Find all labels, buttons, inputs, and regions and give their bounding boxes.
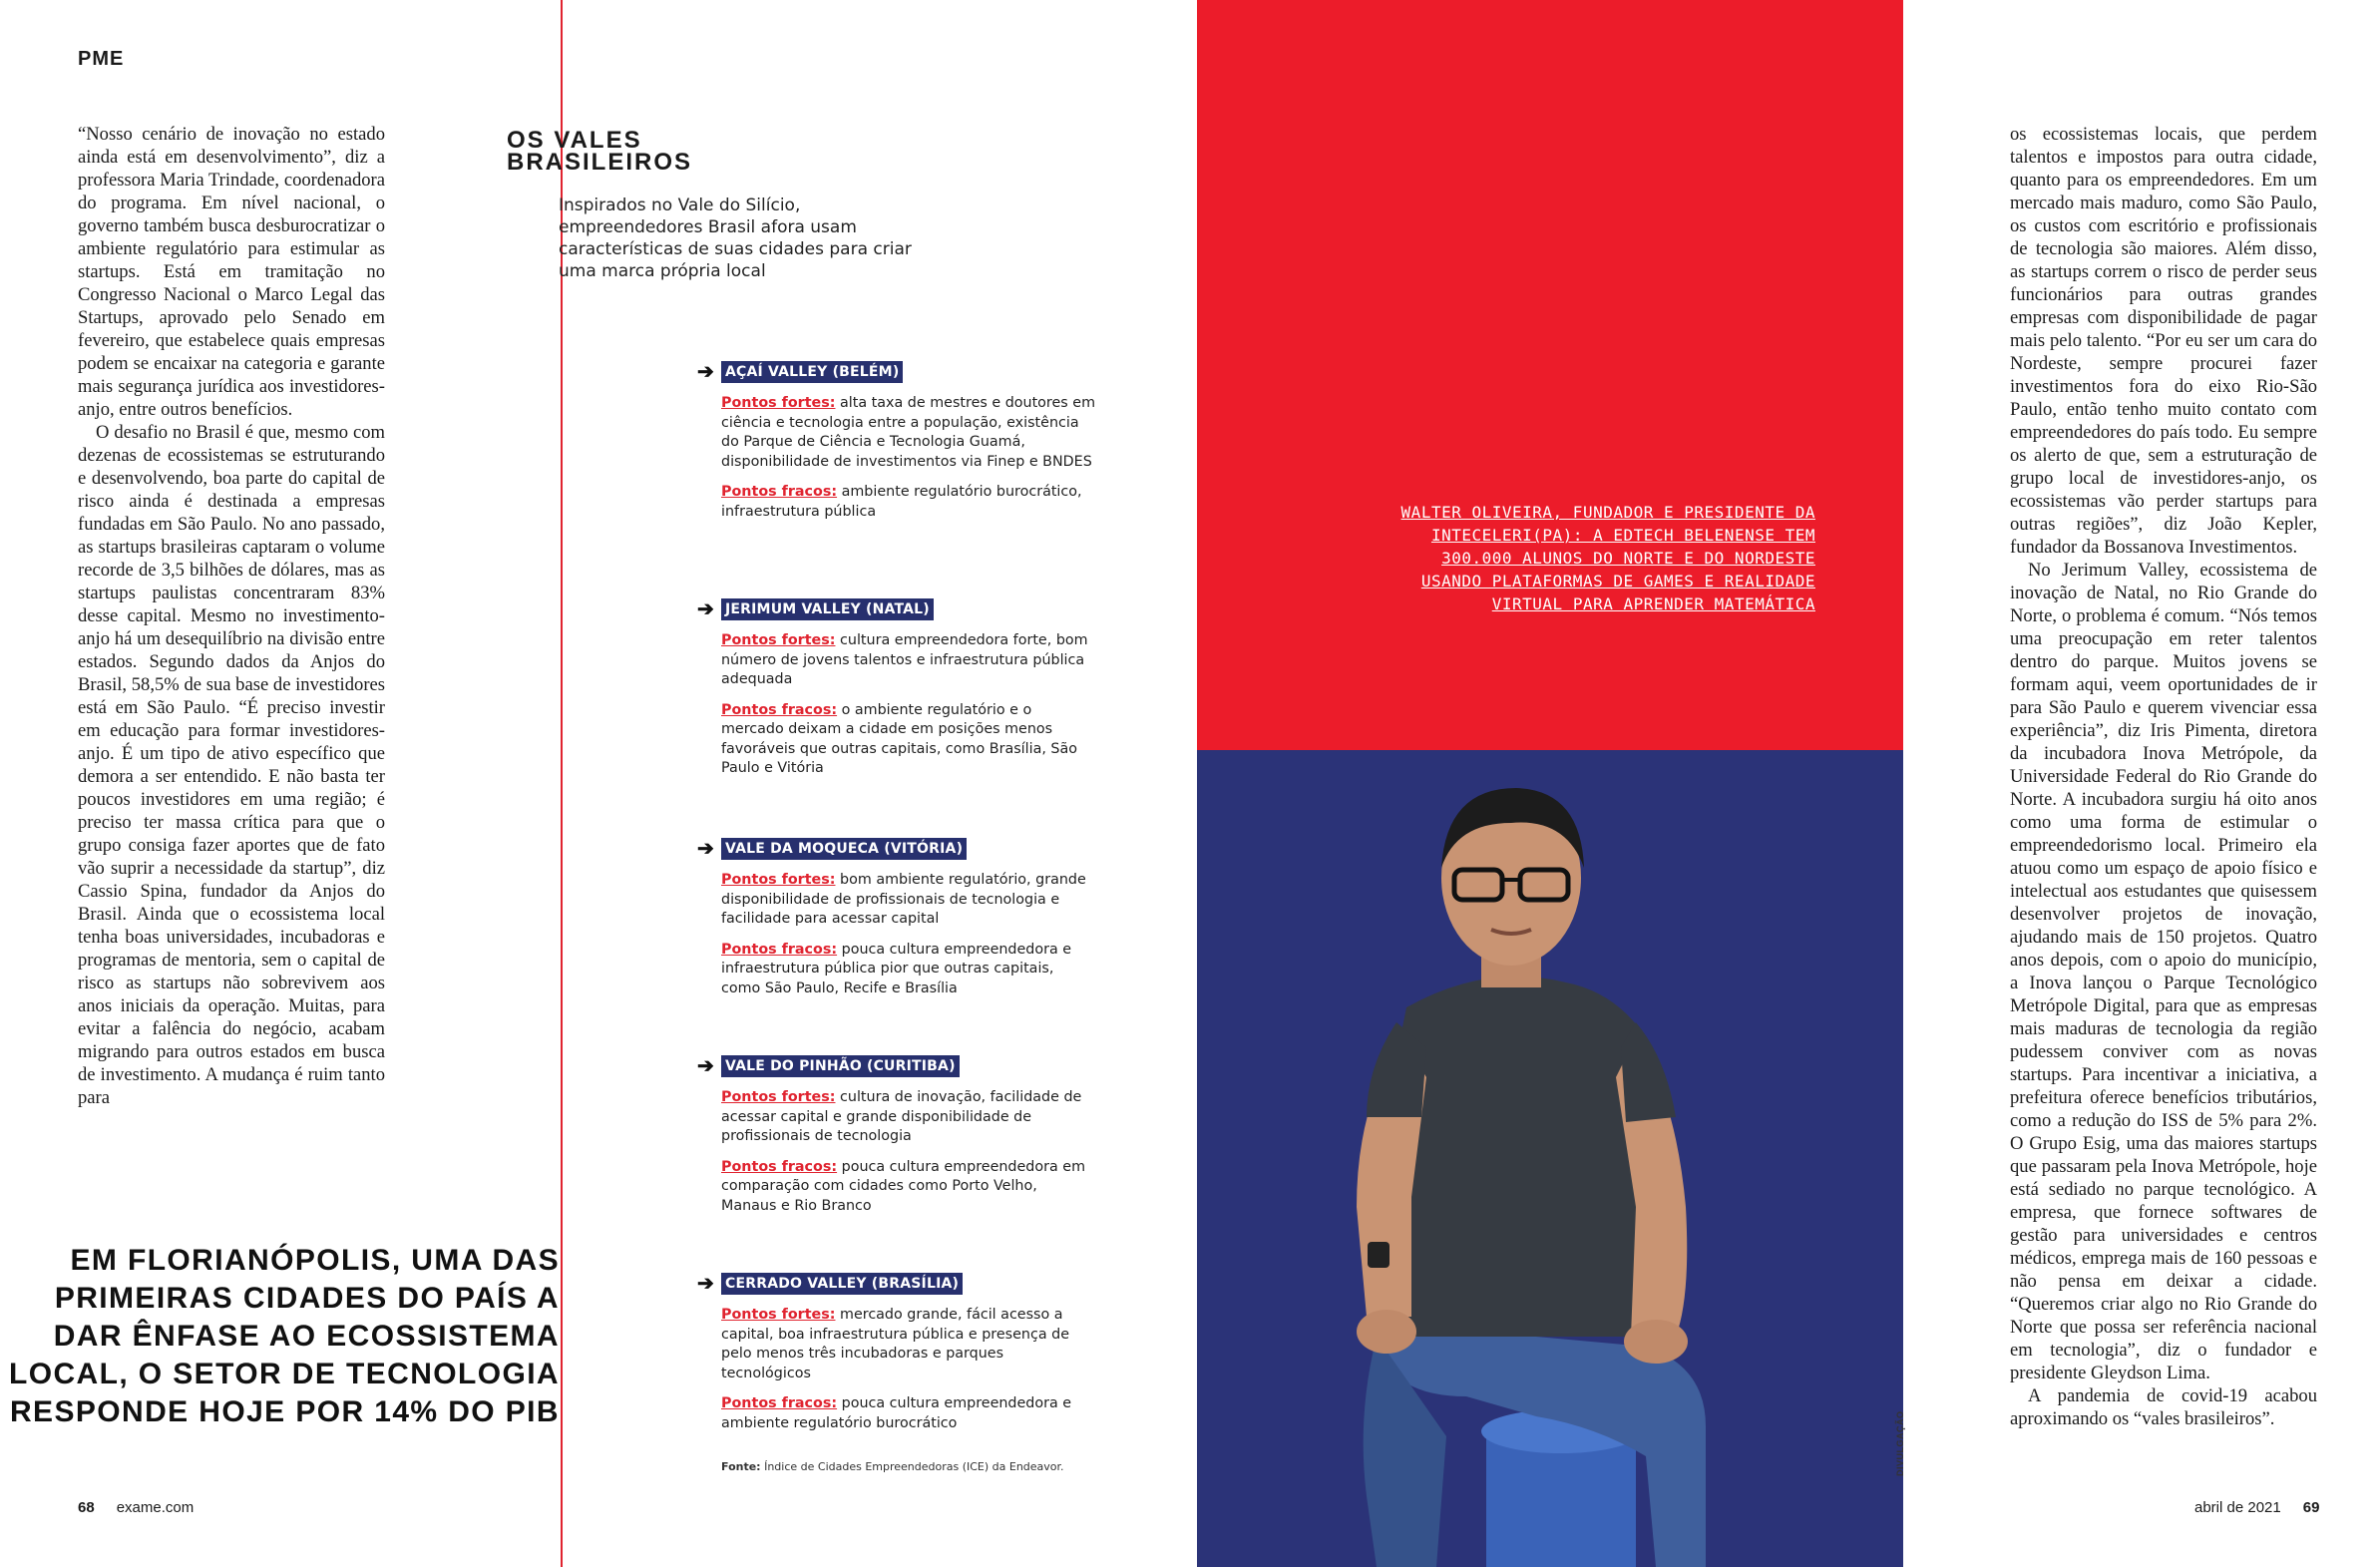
valley-label: CERRADO VALLEY (BRASÍLIA)	[721, 1273, 963, 1295]
weaknesses-text	[721, 941, 1096, 999]
sidebar-intro: Inspirados no Vale do Silício, empreendedores Brasil afora usam características de suas cidades para criar uma marca própria local	[559, 196, 912, 281]
strengths-text	[721, 871, 1096, 930]
footer-left	[78, 1499, 194, 1516]
strengths-text	[721, 1306, 1096, 1383]
weaknesses-value: pouca cultura empreendedora e ambiente regulatório burocrático	[721, 1395, 1072, 1431]
valley-label: VALE DO PINHÃO (CURITIBA)	[721, 1055, 960, 1077]
site-name: exame.com	[116, 1499, 195, 1516]
strengths-text	[721, 394, 1096, 472]
strengths-value: mercado grande, fácil acesso a capital, boa infraestrutura pública e presença de pelo menos três incubadoras e parques tecnológicos	[721, 1307, 1070, 1381]
weaknesses-key: Pontos fracos:	[721, 1395, 838, 1411]
strengths-value: alta taxa de mestres e doutores em ciência e tecnologia entre a população, existência do Parque de Ciência e Tecnologia Guamá, disponibilidade de investimentos via Finep e BNDES	[721, 395, 1096, 470]
photo-caption: WALTER OLIVEIRA, FUNDADOR E PRESIDENTE DA INTECELERI(PA): A EDTECH BELENENSE TEM 300.000 ALUNOS DO NORTE E DO NORDESTE USANDO PLATAFORMAS DE GAMES E REALIDADE VIRTUAL PARA APRENDER MATEMÁTICA	[1400, 503, 1815, 613]
weaknesses-key: Pontos fracos:	[721, 484, 838, 500]
valley-entry	[697, 596, 1096, 779]
source-key: Fonte:	[721, 1460, 761, 1473]
weaknesses-value: pouca cultura empreendedora em comparação com cidades como Porto Velho, Manaus e Rio Branco	[721, 1158, 1086, 1214]
strengths-key: Pontos fortes:	[721, 395, 836, 411]
arrow-right-icon: ➔	[697, 1055, 714, 1077]
valley-entry	[697, 836, 1096, 998]
right-text-column	[2010, 123, 2317, 1430]
strengths-key: Pontos fortes:	[721, 1089, 836, 1105]
portrait-photo	[1237, 778, 1875, 1567]
arrow-right-icon: ➔	[697, 598, 714, 620]
weaknesses-value: ambiente regulatório burocrático, infraestrutura pública	[721, 484, 1082, 520]
issue-date: abril de 2021	[2194, 1499, 2281, 1516]
strengths-key: Pontos fortes:	[721, 872, 836, 888]
left-paragraph: “Nosso cenário de inovação no estado ainda está em desenvolvimento”, diz a professora Maria Trindade, coordenadora do programa. Em nível nacional, o governo também busca desburocratizar o ambiente regulatório para estimular as startups. Está em tramitação no Congresso Nacional o Marco Legal das Startups, aprovado pelo Senado em fevereiro, que estabelece quais empresas podem se encaixar na categoria e garante mais segurança jurídica aos investidores-anjo, entre outros benefícios.	[78, 124, 385, 420]
weaknesses-key: Pontos fracos:	[721, 701, 838, 718]
strengths-value: cultura de inovação, facilidade de acessar capital e grande disponibilidade de profissionais de tecnologia	[721, 1089, 1082, 1144]
right-paragraph: A pandemia de covid-19 acabou aproximando os “vales brasileiros”.	[2010, 1385, 2317, 1429]
right-paragraph: os ecossistemas locais, que perdem talentos e impostos para outra cidade, quanto para os empreendedores. Em um mercado mais maduro, como São Paulo, os custos com escritório e profissionais de tecnologia são maiores. Além disso, as startups correm o risco de perder seus funcionários para outras grandes empresas com disponibilidade de pagar mais pelo talento. “Por eu ser um cara do Nordeste, sempre procurei fazer investimentos fora do eixo Rio-São Paulo, então tenho muito contato com empreendedores do país todo. Eu sempre os alerto de que, sem a estruturação de grupo local de investidores-anjo, os ecossistemas vão perder startups para outras regiões”, diz João Kepler, fundador da Bossanova Investimentos.	[2010, 124, 2317, 558]
strengths-text	[721, 1088, 1096, 1147]
strengths-text	[721, 631, 1096, 690]
valley-entry	[697, 359, 1096, 522]
strengths-key: Pontos fortes:	[721, 1307, 836, 1323]
arrow-right-icon: ➔	[697, 838, 714, 860]
footer-right	[2194, 1499, 2319, 1516]
sidebar-title	[507, 127, 693, 176]
photo-credit: DIVULGAÇÃO	[1895, 1410, 1905, 1476]
left-paragraph: O desafio no Brasil é que, mesmo com dezenas de ecossistemas se estruturando e desenvolvendo, boa parte do capital de risco ainda é destinada a empresas fundadas em São Paulo. No ano passado, as startups brasileiras captaram o volume recorde de 3,5 bilhões de dólares, mas as startups paulistas concentraram 83% desse capital. Mesmo no investimento-anjo há um desequilíbrio na divisão entre estados. Segundo dados da Anjos do Brasil, 58,5% de sua base de investidores está em São Paulo. “É preciso investir em educação para formar investidores-anjo. É um tipo de ativo específico que demora a ser entendido. E não basta ter poucos investidores em uma região; é preciso ter massa crítica para que o grupo consiga fazer aportes que de fato vão suprir a necessidade da startup”, diz Cassio Spina, fundador da Anjos do Brasil. Ainda que o ecossistema local tenha boas universidades, incubadoras e programas de mentoria, sem o capital de risco as startups não sobrevivem aos anos iniciais da operação. Muitas, para evitar a falência do negócio, acabam migrando para outros estados em busca de investimento. A mudança é ruim tanto para	[78, 422, 385, 1108]
strengths-value: bom ambiente regulatório, grande disponibilidade de profissionais de tecnologia e facilidade para acessar capital	[721, 872, 1086, 927]
weaknesses-text	[721, 483, 1096, 522]
pull-quote: EM FLORIANÓPOLIS, UMA DAS PRIMEIRAS CIDADES DO PAÍS A DAR ÊNFASE AO ECOSSISTEMA LOCAL, O SETOR DE TECNOLOGIA RESPONDE HOJE POR 14% DO PIB	[9, 1244, 560, 1428]
watch-shape	[1368, 1242, 1389, 1268]
weaknesses-text	[721, 701, 1096, 779]
section-tag: PME	[78, 48, 125, 70]
valley-label: JERIMUM VALLEY (NATAL)	[721, 598, 934, 620]
valley-label: AÇAÍ VALLEY (BELÉM)	[721, 361, 903, 383]
valley-entry	[697, 1053, 1096, 1216]
sidebar-title-line: BRASILEIROS	[507, 149, 693, 176]
sidebar-title-line: OS VALES	[507, 127, 642, 154]
arrow-right-icon: ➔	[697, 361, 714, 383]
weaknesses-text	[721, 1394, 1096, 1433]
page-number-right: 69	[2302, 1499, 2320, 1516]
source-text: Índice de Cidades Empreendedoras (ICE) da Endeavor.	[760, 1460, 1064, 1473]
photo-background-red	[1197, 0, 1903, 750]
arrow-right-icon: ➔	[697, 1273, 714, 1295]
weaknesses-value: pouca cultura empreendedora e infraestrutura pública pior que outras capitais, como São Paulo, Recife e Brasília	[721, 941, 1072, 996]
left-text-column	[78, 123, 385, 1109]
valley-entry	[697, 1271, 1096, 1433]
weaknesses-value: o ambiente regulatório e o mercado deixam a cidade em posições menos favoráveis que outras capitais, como Brasília, São Paulo e Vitória	[721, 701, 1078, 776]
strengths-value: cultura empreendedora forte, bom número de jovens talentos e infraestrutura pública adequada	[721, 632, 1088, 687]
page-number-left: 68	[78, 1499, 95, 1516]
weaknesses-text	[721, 1158, 1096, 1217]
source-note	[721, 1460, 1064, 1473]
strengths-key: Pontos fortes:	[721, 632, 836, 648]
right-paragraph: No Jerimum Valley, ecossistema de inovação de Natal, no Rio Grande do Norte, o problema é comum. “Nós temos uma preocupação em reter talentos dentro do parque. Muitos jovens se formam aqui, veem oportunidades de ir para São Paulo e querem vivenciar essa experiência”, diz Iris Pimenta, diretora da incubadora Inova Metrópole, da Universidade Federal do Rio Grande do Norte. A incubadora surgiu há oito anos como uma forma de estimular o empreendedorismo local. Primeiro ela atuou como um espaço de apoio físico e intelectual aos estudantes que quisessem desenvolver projetos de inovação, ajudando mais de 150 projetos. Quatro anos depois, com o apoio do município, a Inova lançou o Parque Tecnológico Metrópole Digital, para que as empresas mais maduras de tecnologia da região pudessem conviver com as novas startups. Para incentivar a iniciativa, a prefeitura oferece benefícios tributários, como a redução do ISS de 5% para 2%. O Grupo Esig, uma das maiores startups que passaram pela Inova Metrópole, hoje está sediado no parque tecnológico. A empresa, que fornece softwares de gestão para universidades e centros médicos, emprega mais de 160 pessoas e não pensa em deixar a cidade. “Queremos criar algo no Rio Grande do Norte que possa ser referência nacional em tecnologia”, diz o fundador e presidente Gleydson Lima.	[2010, 560, 2317, 1383]
weaknesses-key: Pontos fracos:	[721, 1158, 838, 1175]
valley-label: VALE DA MOQUECA (VITÓRIA)	[721, 838, 967, 860]
weaknesses-key: Pontos fracos:	[721, 941, 838, 958]
